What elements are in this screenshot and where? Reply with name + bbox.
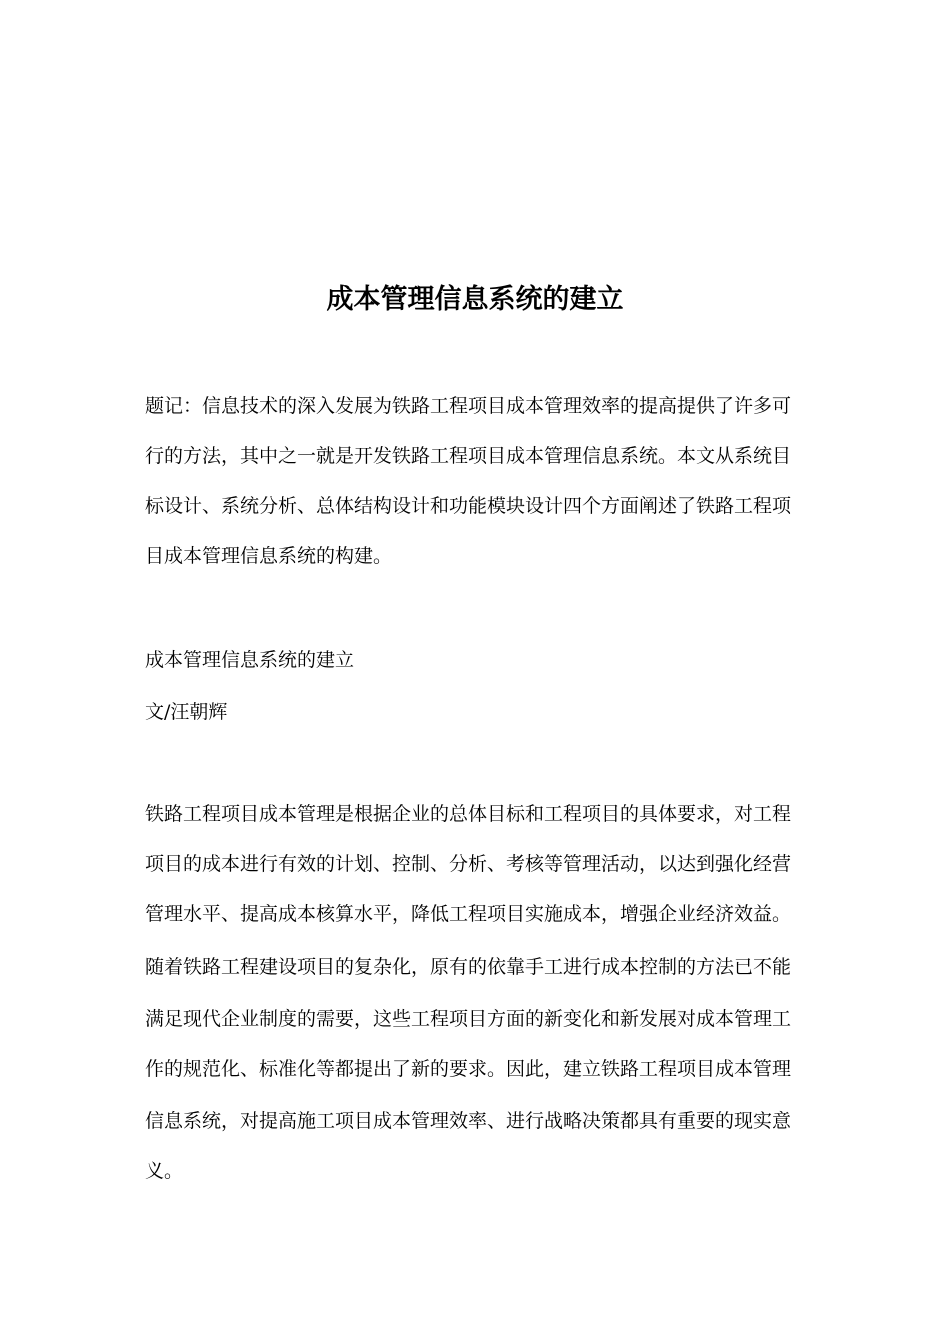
body-line: 铁路工程项目成本管理是根据企业的总体目标和工程项目的具体要求，对工程 — [145, 803, 792, 825]
document-title: 成本管理信息系统的建立 — [326, 284, 624, 315]
body-line: 随着铁路工程建设项目的复杂化，原有的依靠手工进行成本控制的方法已不能 — [145, 956, 792, 978]
abstract-line: 目成本管理信息系统的构建。 — [145, 545, 393, 567]
body-line: 信息系统，对提高施工项目成本管理效率、进行战略决策都具有重要的现实意 — [145, 1110, 792, 1132]
body-line: 满足现代企业制度的需要，这些工程项目方面的新变化和新发展对成本管理工 — [145, 1008, 792, 1030]
abstract-line: 行的方法，其中之一就是开发铁路工程项目成本管理信息系统。本文从系统目 — [145, 445, 792, 467]
author-byline: 文/汪朝辉 — [145, 701, 228, 723]
section-subtitle: 成本管理信息系统的建立 — [145, 649, 355, 671]
body-line: 项目的成本进行有效的计划、控制、分析、考核等管理活动，以达到强化经营 — [145, 853, 792, 875]
body-line: 管理水平、提高成本核算水平，降低工程项目实施成本，增强企业经济效益。 — [145, 903, 792, 925]
abstract-line: 题记：信息技术的深入发展为铁路工程项目成本管理效率的提高提供了许多可 — [145, 395, 792, 417]
body-line: 作的规范化、标准化等都提出了新的要求。因此，建立铁路工程项目成本管理 — [145, 1058, 792, 1080]
body-line: 义。 — [145, 1160, 184, 1182]
abstract-line: 标设计、系统分析、总体结构设计和功能模块设计四个方面阐述了铁路工程项 — [145, 495, 792, 517]
